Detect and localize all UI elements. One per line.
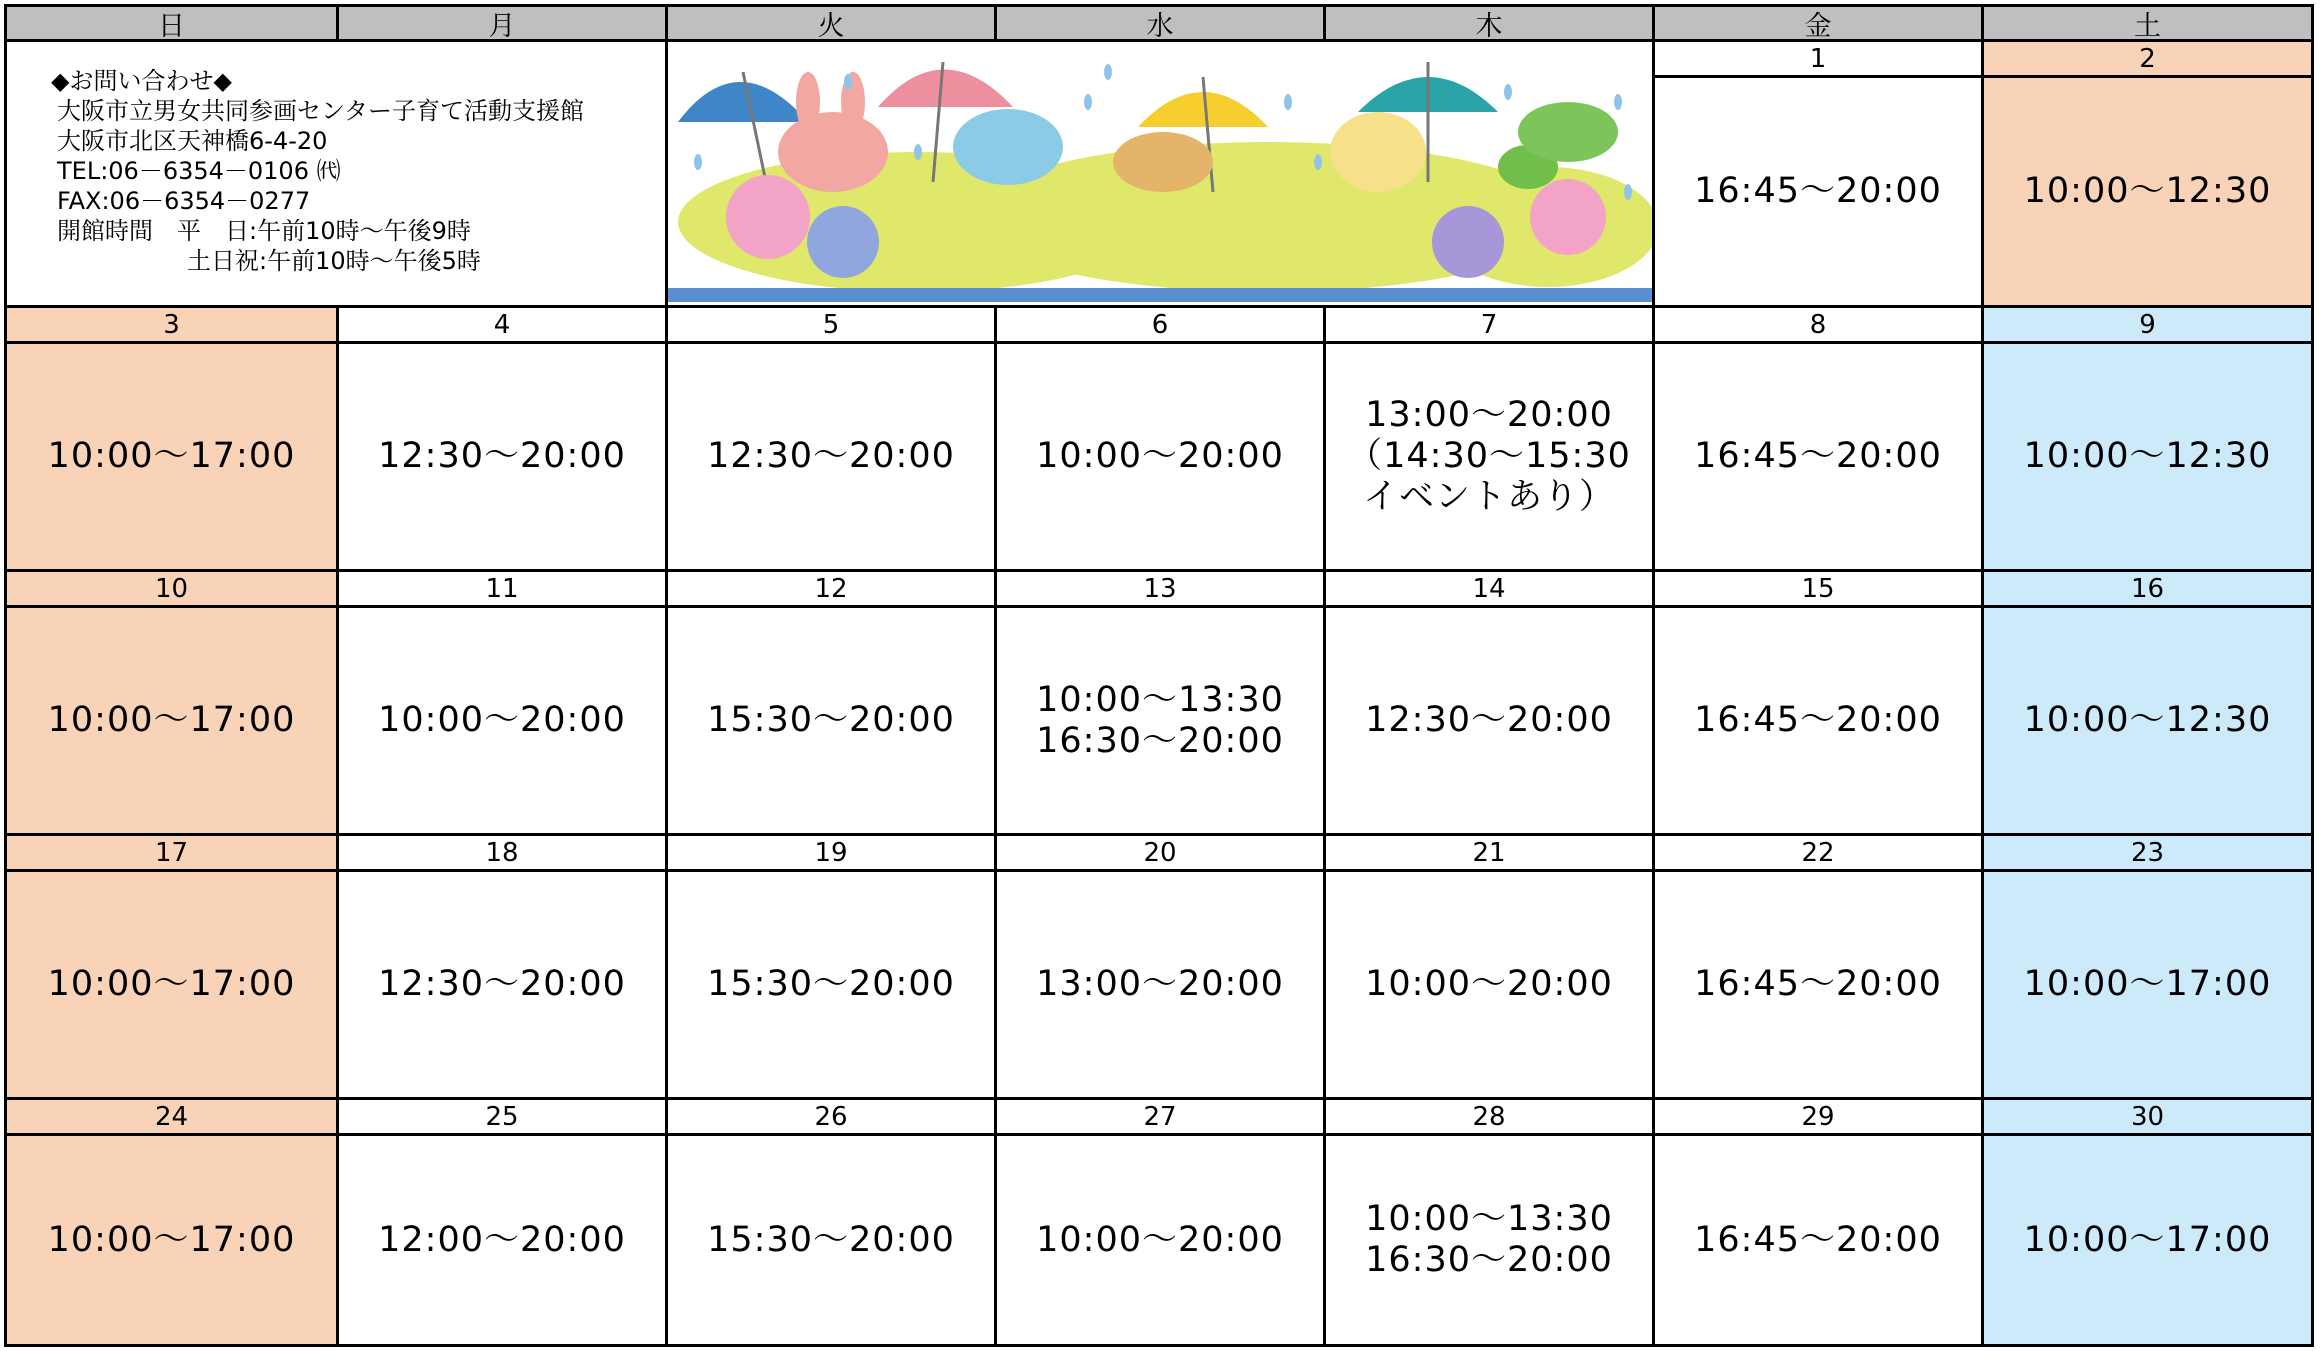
date-25: 25 bbox=[339, 1100, 668, 1136]
hours-7: 13:00～20:00 （14:30～15:30 イベントあり） bbox=[1326, 344, 1655, 572]
weekday-fri: 金 bbox=[1655, 4, 1984, 42]
weekday-sun: 日 bbox=[4, 4, 339, 42]
hours-25: 12:00～20:00 bbox=[339, 1136, 668, 1347]
contact-title: ◆お問い合わせ◆ bbox=[51, 67, 232, 95]
hours-8: 16:45～20:00 bbox=[1655, 344, 1984, 572]
hours-18: 12:30～20:00 bbox=[339, 872, 668, 1100]
weekday-wed: 水 bbox=[997, 4, 1326, 42]
hours-weekend: 土日祝:午前10時～午後5時 bbox=[187, 247, 481, 275]
hours-2: 10:00～12:30 bbox=[1984, 78, 2314, 308]
hours-19: 15:30～20:00 bbox=[668, 872, 997, 1100]
hours-17: 10:00～17:00 bbox=[4, 872, 339, 1100]
hours-16: 10:00～12:30 bbox=[1984, 608, 2314, 836]
date-2: 2 bbox=[1984, 42, 2314, 78]
date-30: 30 bbox=[1984, 1100, 2314, 1136]
date-19: 19 bbox=[668, 836, 997, 872]
contact-info bbox=[4, 42, 668, 308]
weekday-thu: 木 bbox=[1326, 4, 1655, 42]
tel: TEL:06－6354－0106 ㈹ bbox=[57, 157, 341, 185]
date-10: 10 bbox=[4, 572, 339, 608]
hours-6: 10:00～20:00 bbox=[997, 344, 1326, 572]
date-7: 7 bbox=[1326, 308, 1655, 344]
hours-13: 10:00～13:30 16:30～20:00 bbox=[997, 608, 1326, 836]
hours-28: 10:00～13:30 16:30～20:00 bbox=[1326, 1136, 1655, 1347]
hours-29: 16:45～20:00 bbox=[1655, 1136, 1984, 1347]
date-17: 17 bbox=[4, 836, 339, 872]
date-13: 13 bbox=[997, 572, 1326, 608]
hours-5: 12:30～20:00 bbox=[668, 344, 997, 572]
weekday-mon: 月 bbox=[339, 4, 668, 42]
date-28: 28 bbox=[1326, 1100, 1655, 1136]
hours-27: 10:00～20:00 bbox=[997, 1136, 1326, 1347]
hours-20: 13:00～20:00 bbox=[997, 872, 1326, 1100]
rainy-illustration bbox=[668, 42, 1655, 308]
hours-30: 10:00～17:00 bbox=[1984, 1136, 2314, 1347]
date-11: 11 bbox=[339, 572, 668, 608]
hours-22: 16:45～20:00 bbox=[1655, 872, 1984, 1100]
address: 大阪市北区天神橋6-4-20 bbox=[57, 127, 328, 155]
date-12: 12 bbox=[668, 572, 997, 608]
hours-14: 12:30～20:00 bbox=[1326, 608, 1655, 836]
date-14: 14 bbox=[1326, 572, 1655, 608]
rain-animals-image bbox=[668, 42, 1652, 305]
date-16: 16 bbox=[1984, 572, 2314, 608]
fax: FAX:06－6354－0277 bbox=[57, 187, 311, 215]
date-5: 5 bbox=[668, 308, 997, 344]
date-4: 4 bbox=[339, 308, 668, 344]
date-20: 20 bbox=[997, 836, 1326, 872]
date-27: 27 bbox=[997, 1100, 1326, 1136]
date-22: 22 bbox=[1655, 836, 1984, 872]
facility-name: 大阪市立男女共同参画センター子育て活動支援館 bbox=[57, 97, 585, 125]
hours-3: 10:00～17:00 bbox=[4, 344, 339, 572]
hours-4: 12:30～20:00 bbox=[339, 344, 668, 572]
hours-12: 15:30～20:00 bbox=[668, 608, 997, 836]
date-8: 8 bbox=[1655, 308, 1984, 344]
hours-26: 15:30～20:00 bbox=[668, 1136, 997, 1347]
hours-11: 10:00～20:00 bbox=[339, 608, 668, 836]
hours-21: 10:00～20:00 bbox=[1326, 872, 1655, 1100]
date-23: 23 bbox=[1984, 836, 2314, 872]
date-1: 1 bbox=[1655, 42, 1984, 78]
calendar bbox=[4, 4, 2314, 1347]
hours-23: 10:00～17:00 bbox=[1984, 872, 2314, 1100]
hours-1: 16:45～20:00 bbox=[1655, 78, 1984, 308]
hours-weekday: 開館時間 平 日:午前10時～午後9時 bbox=[57, 217, 471, 245]
hours-9: 10:00～12:30 bbox=[1984, 344, 2314, 572]
date-21: 21 bbox=[1326, 836, 1655, 872]
hours-24: 10:00～17:00 bbox=[4, 1136, 339, 1347]
date-24: 24 bbox=[4, 1100, 339, 1136]
hours-15: 16:45～20:00 bbox=[1655, 608, 1984, 836]
weekday-sat: 土 bbox=[1984, 4, 2314, 42]
date-3: 3 bbox=[4, 308, 339, 344]
date-9: 9 bbox=[1984, 308, 2314, 344]
date-6: 6 bbox=[997, 308, 1326, 344]
date-29: 29 bbox=[1655, 1100, 1984, 1136]
date-18: 18 bbox=[339, 836, 668, 872]
date-15: 15 bbox=[1655, 572, 1984, 608]
date-26: 26 bbox=[668, 1100, 997, 1136]
weekday-tue: 火 bbox=[668, 4, 997, 42]
hours-10: 10:00～17:00 bbox=[4, 608, 339, 836]
